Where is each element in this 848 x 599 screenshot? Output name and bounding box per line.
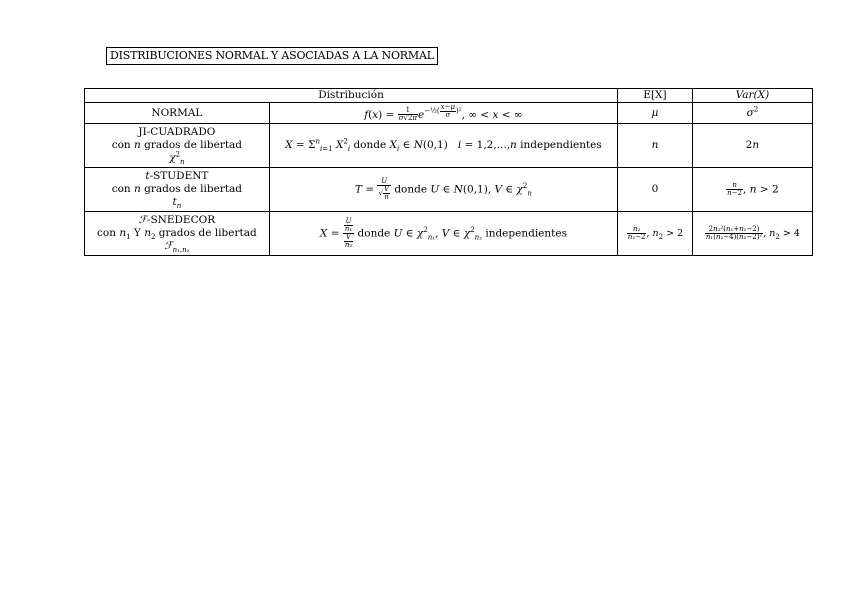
dist-name-chi2 — [85, 124, 270, 168]
dist-variance-normal: $\sigma^2$ — [692, 103, 812, 124]
dist-variance-chi2: 2n — [692, 124, 812, 168]
header-variance: Var(X) — [692, 89, 812, 103]
table-row — [85, 103, 813, 124]
dist-name-subline: con n grados de libertad — [111, 139, 243, 151]
table-row — [85, 168, 813, 212]
dist-variance-student: $\frac{n}{n-2}$ , n > 2 — [692, 168, 812, 212]
dist-name-subline: con n grados de libertad — [111, 183, 243, 195]
dist-definition-student: T = U √ $\frac{V}{n}$ donde U ∈ N(0,1), V ∈ $\chi^2_n$ — [269, 168, 617, 212]
document-title: DISTRIBUCIONES NORMAL Y ASOCIADAS A LA NORMAL — [106, 47, 438, 65]
dist-name-normal — [85, 103, 270, 124]
dist-definition-chi2: $X = \Sigma^n_{i=1}$ $X^2_i$ donde $X_i$ ∈ N(0,1) i = 1,2,...,n independientes — [269, 124, 617, 168]
dist-mean-chi2: n — [618, 124, 693, 168]
dist-symbol: $\chi^2_n$ — [169, 150, 185, 167]
table-header-row — [85, 89, 813, 103]
dist-definition-snedecor: X = $\frac{\frac{U}{\text{n₁}}}{\frac{V}{\text{n₂}}}$ donde U ∈ $\chi^2_{n_1}$, V ∈ $\chi^2_{n_2}$ independientes — [269, 212, 617, 256]
dist-mean-student: 0 — [618, 168, 693, 212]
dist-name-line: ℱ-SNEDECOR — [138, 214, 216, 226]
dist-name-student — [85, 168, 270, 212]
dist-mean-normal: μ — [618, 103, 693, 124]
distributions-table — [84, 88, 813, 256]
header-expectation: E[X] — [618, 89, 693, 103]
dist-name-line: t-STUDENT — [145, 170, 209, 182]
table-row — [85, 124, 813, 168]
header-distribution: Distribución — [85, 89, 618, 103]
dist-variance-snedecor: $\frac{\text{2n₂²(n₁+n₂−2)}}{\text{n₁(n₂−4)(n₂−2)²}}$ , $n_2 > 4$ — [692, 212, 812, 256]
dist-name-line: NORMAL — [151, 106, 203, 119]
table-row — [85, 212, 813, 256]
dist-symbol: ℱ$_{n_1,n_2}$ — [164, 240, 190, 255]
dist-name-line: JI-CUADRADO — [138, 126, 216, 138]
dist-definition-normal: f(x) = $\frac{1}{\sigma√2\pi}$ $e^{-\frac{1}{2}( \frac{x-\mu}{\sigma} )^2}$, ∞ < x < ∞ — [269, 103, 617, 124]
dist-name-snedecor — [85, 212, 270, 256]
dist-mean-snedecor: $\frac{\text{n₂}}{\text{n₂−2}}$ , $n_2 > 2$ — [618, 212, 693, 256]
dist-name-subline: con $n_1$ Y $n_2$ grados de libertad — [97, 227, 257, 242]
dist-symbol: $t_n$ — [172, 196, 182, 211]
